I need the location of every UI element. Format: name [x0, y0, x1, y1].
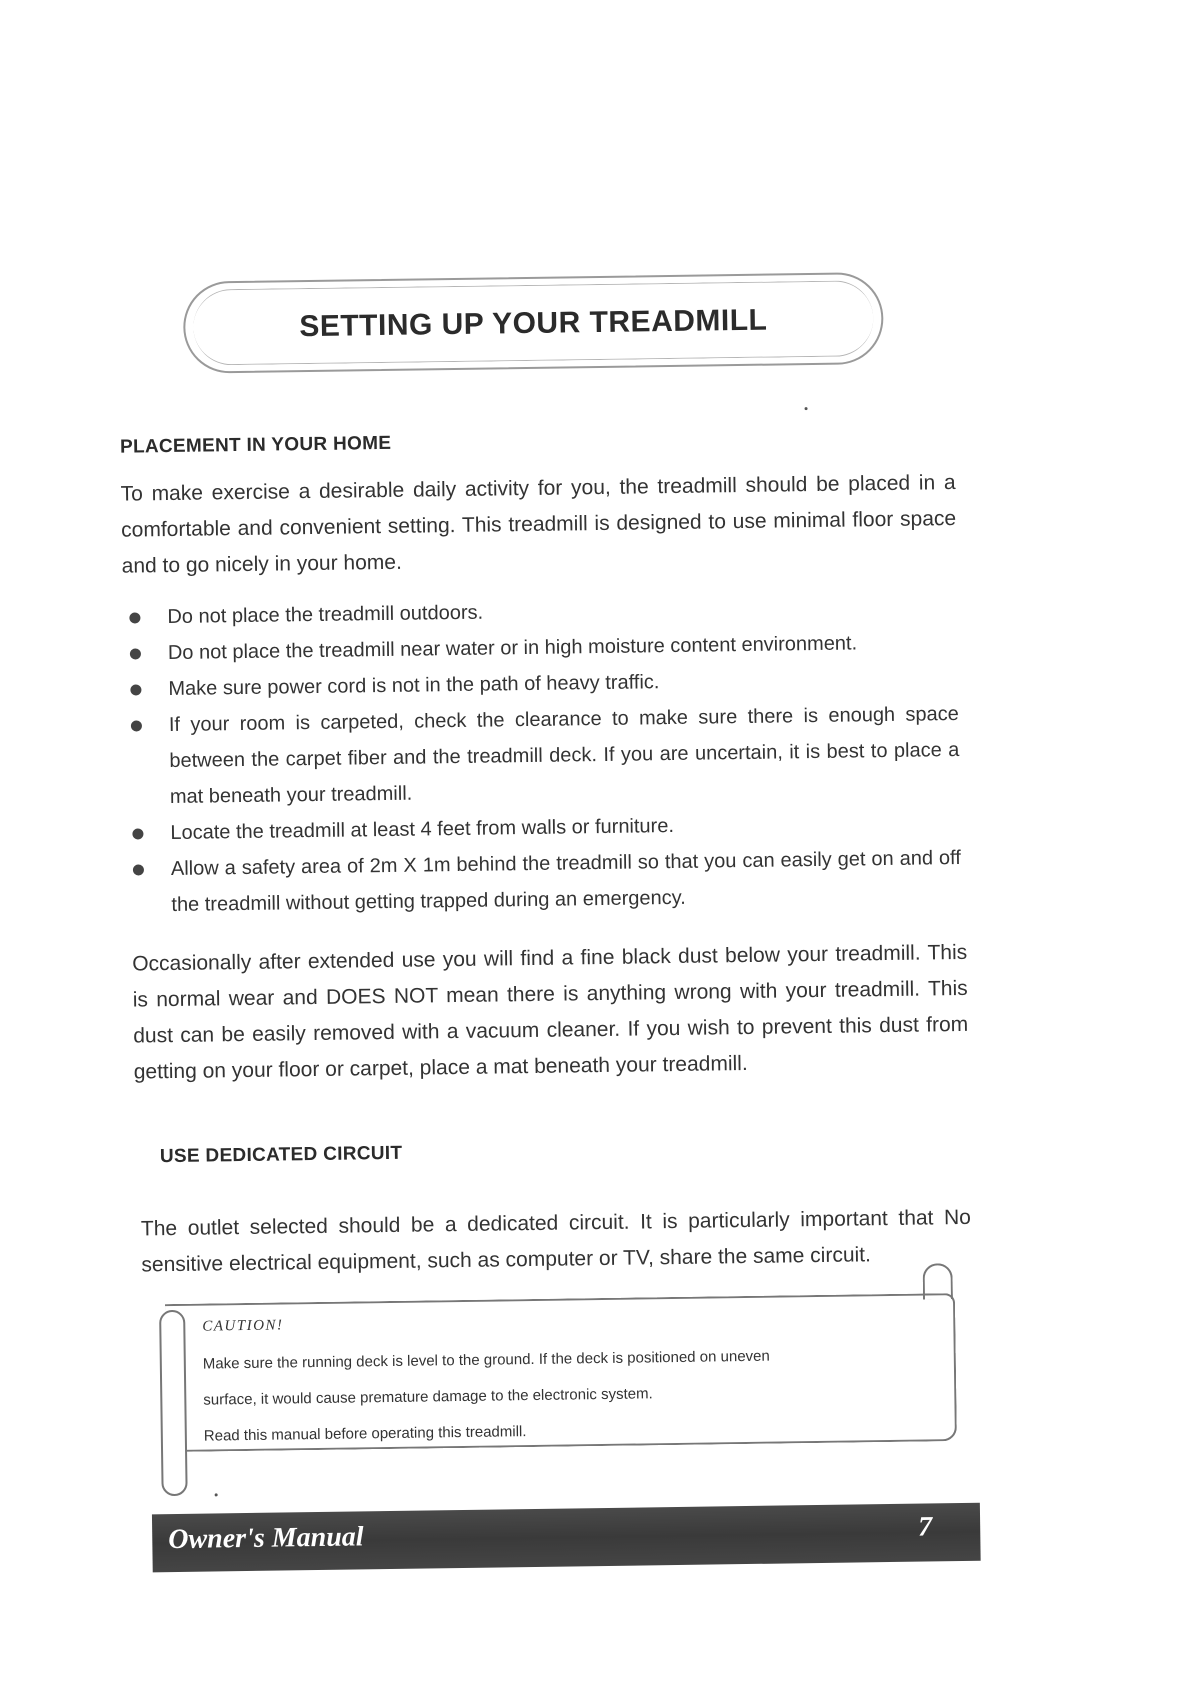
caution-line-1: Make sure the running deck is level to the ground. If the deck is positioned on uneven [202, 1347, 770, 1373]
bullet-icon [130, 648, 141, 659]
footer-manual-title: Owner's Manual [168, 1521, 364, 1556]
caution-line-2: surface, it would cause premature damage to the electronic system. [203, 1385, 653, 1409]
scroll-roll-decoration [159, 1310, 188, 1496]
list-item: Make sure power cord is not in the path of heavy traffic. [128, 660, 958, 708]
scan-speck [805, 407, 808, 410]
placement-bullet-list [127, 588, 961, 924]
bullet-icon [129, 612, 140, 623]
bullet-icon [131, 720, 142, 731]
page-number: 7 [917, 1511, 933, 1543]
bullet-icon [130, 684, 141, 695]
circuit-heading: USE DEDICATED CIRCUIT [159, 1142, 403, 1168]
list-item: Locate the treadmill at least 4 feet from walls or furniture. [130, 804, 960, 852]
placement-heading: PLACEMENT IN YOUR HOME [119, 432, 392, 458]
list-item: Allow a safety area of 2m X 1m behind the treadmill so that you can easily get on and off the treadmill without getting trapped during an emergency. [131, 840, 962, 924]
list-item: Do not place the treadmill near water or in high moisture content environment. [128, 624, 958, 672]
bullet-icon [132, 828, 143, 839]
circuit-text: The outlet selected should be a dedicated circuit. It is particularly important that No sensitive electrical equipment, such as computer or TV, share the same circuit. [140, 1205, 972, 1277]
caution-title: CAUTION! [202, 1317, 284, 1335]
list-item: Do not place the treadmill outdoors. [127, 588, 957, 636]
dust-note: Occasionally after extended use you will find a fine black dust below your treadmill. This is normal wear and DOES NOT mean there is anything wrong with your treadmill. This dust can be easily removed with a vacuum cleaner. If you wish to prevent this dust from getting on your floor or carpet, place a mat beneath your treadmill. [132, 940, 969, 1084]
page-title: SETTING UP YOUR TREADMILL [299, 303, 768, 344]
scan-speck [215, 1493, 218, 1496]
bullet-icon [133, 864, 144, 875]
list-item: If your room is carpeted, check the clearance to make sure there is enough space between the carpet fiber and the treadmill deck. If you are uncertain, it is best to place a mat beneath your treadmill. [129, 696, 960, 816]
placement-intro: To make exercise a desirable daily activity for you, the treadmill should be placed in a comfortable and convenient setting. This treadmill is designed to use minimal floor space and to go nicely in your home. [120, 471, 957, 578]
footer-bar [152, 1503, 981, 1573]
caution-line-3: Read this manual before operating this treadmill. [203, 1423, 527, 1445]
title-banner [183, 272, 884, 374]
